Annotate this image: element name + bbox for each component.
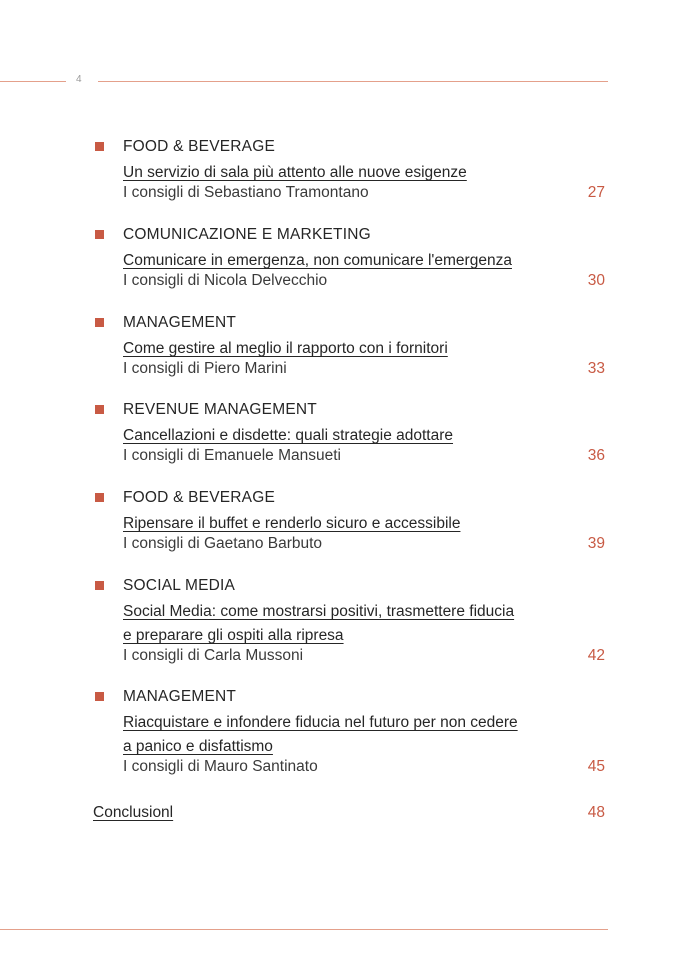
bullet-square-icon — [95, 581, 104, 590]
toc-title-link[interactable]: Comunicare in emergenza, non comunicare l'emergenza — [123, 252, 512, 269]
toc-author: I consigli di Nicola Delvecchio — [123, 272, 328, 289]
bullet-square-icon — [95, 405, 104, 414]
toc-title-line: a panico e disfattismo — [123, 738, 273, 755]
header-rule-left — [0, 81, 66, 82]
toc-page-number[interactable]: 30 — [587, 272, 605, 289]
toc-author: I consigli di Carla Mussoni — [123, 647, 304, 664]
footer-rule — [0, 929, 608, 930]
toc-category: MANAGEMENT — [123, 314, 237, 331]
bullet-square-icon — [95, 318, 104, 327]
toc-page-number[interactable]: 36 — [587, 447, 605, 464]
toc-author: I consigli di Gaetano Barbuto — [123, 535, 323, 552]
toc-conclusion-link[interactable]: Conclusionl — [93, 804, 174, 821]
toc-category: FOOD & BEVERAGE — [123, 489, 276, 506]
toc-category: COMUNICAZIONE E MARKETING — [123, 226, 371, 243]
toc-page-number[interactable]: 45 — [587, 758, 605, 775]
page-number: 4 — [76, 74, 82, 85]
toc-title-link[interactable]: Un servizio di sala più attento alle nuove esigenze — [123, 164, 467, 181]
toc-title-link[interactable] — [123, 711, 518, 759]
toc-title-link[interactable] — [123, 600, 514, 648]
toc-title-line: Riacquistare e infondere fiducia nel futuro per non cedere — [123, 714, 518, 731]
toc-category: REVENUE MANAGEMENT — [123, 401, 317, 418]
toc-title-link[interactable]: Ripensare il buffet e renderlo sicuro e accessibile — [123, 515, 461, 532]
bullet-square-icon — [95, 230, 104, 239]
bullet-square-icon — [95, 692, 104, 701]
toc-title-line: e preparare gli ospiti alla ripresa — [123, 627, 344, 644]
toc-author: I consigli di Mauro Santinato — [123, 758, 318, 775]
toc-page-number[interactable]: 27 — [587, 184, 605, 201]
toc-category: FOOD & BEVERAGE — [123, 138, 276, 155]
toc-page-number[interactable]: 42 — [587, 647, 605, 664]
toc-page-number[interactable]: 39 — [587, 535, 605, 552]
toc-category: SOCIAL MEDIA — [123, 577, 236, 594]
toc-author: I consigli di Sebastiano Tramontano — [123, 184, 369, 201]
toc-title-link[interactable]: Come gestire al meglio il rapporto con i fornitori — [123, 340, 448, 357]
toc-title-line: Social Media: come mostrarsi positivi, trasmettere fiducia — [123, 603, 515, 620]
toc-category: MANAGEMENT — [123, 688, 237, 705]
toc-page-number[interactable]: 33 — [587, 360, 605, 377]
toc-author: I consigli di Piero Marini — [123, 360, 287, 377]
bullet-square-icon — [95, 493, 104, 502]
toc-title-link[interactable]: Cancellazioni e disdette: quali strategie adottare — [123, 427, 454, 444]
toc-author: I consigli di Emanuele Mansueti — [123, 447, 341, 464]
bullet-square-icon — [95, 142, 104, 151]
toc-conclusion-page-number[interactable]: 48 — [587, 804, 605, 821]
header-rule-right — [98, 81, 608, 82]
